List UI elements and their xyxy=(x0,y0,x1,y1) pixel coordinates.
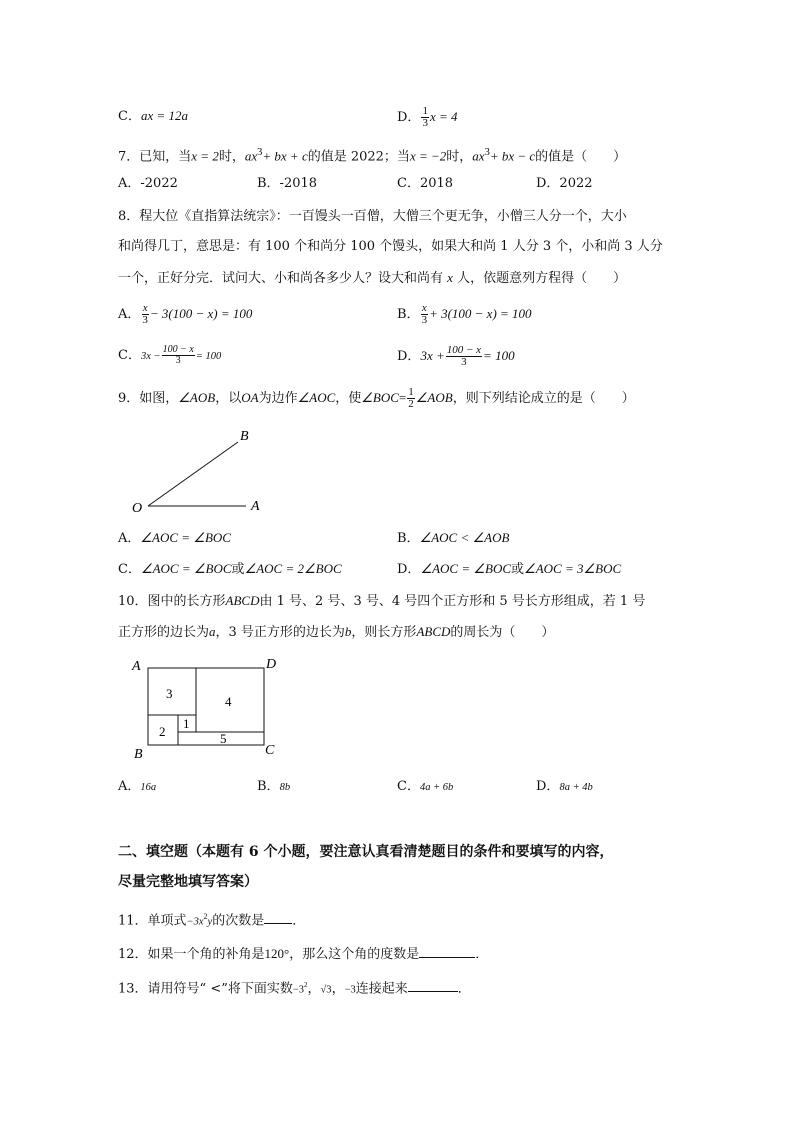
q6-option-d: D． $\frac{1}{3}$ x = 4 xyxy=(397,105,458,129)
q13-answer-blank[interactable] xyxy=(408,977,458,992)
label-square-3: 3 xyxy=(166,686,173,701)
q7-stem: 7．已知，当x = 2时，$ax^3+$ bx + c的值是 2022；当x = −2时，$ax^3+$ bx − c的值是（ ） xyxy=(118,147,627,165)
q7-option-c: C．2018 xyxy=(397,176,454,191)
label-A: A xyxy=(132,659,141,674)
q12: 12．如果一个角的补角是120°，那么这个角的度数是 ． xyxy=(118,943,488,965)
q9-option-a: A．∠AOC = ∠BOC xyxy=(118,530,231,546)
q11: 11．单项式$-3x^2y$的次数是 ． xyxy=(118,907,305,932)
ray-ob xyxy=(148,442,238,506)
q11-answer-blank[interactable] xyxy=(264,909,292,924)
label-a: A xyxy=(251,499,260,514)
q9-option-c: C．∠AOC = ∠BOC或∠AOC = 2∠BOC xyxy=(118,561,342,577)
q10-option-b: B．8b xyxy=(257,779,291,794)
section2-title-line1: 二、填空题（本题有 6 个小题，要注意认真看清楚题目的条件和要填写的内容， xyxy=(118,844,614,860)
label-o: O xyxy=(132,501,143,516)
label-square-4: 4 xyxy=(225,694,232,709)
rectangle-figure xyxy=(128,654,288,764)
q7-option-d: D．2022 xyxy=(536,176,593,191)
q8-option-d: D．3x + $\frac{100 - x}{3}$ = 100 xyxy=(397,344,515,368)
q7-option-a: A．-2022 xyxy=(118,176,178,191)
q12-answer-blank[interactable] xyxy=(419,943,475,958)
label-rect-5: 5 xyxy=(220,731,227,746)
q13: 13．请用符号“ <”将下面实数$-3^2$，√3，−3连接起来 ． xyxy=(118,975,471,1000)
q6-option-c: C．ax = 12a xyxy=(118,108,188,124)
q9-stem: 9．如图，∠AOB，以OA为边作∠AOC，使∠BOC= $\frac{1}{2}$ ∠AOB，则下列结论成立的是（ ） xyxy=(118,386,635,410)
q10-option-c: C．4a + 6b xyxy=(397,779,454,794)
q8-line3: 一个，正好分完．试问大、小和尚各多少人？设大和尚有 x 人，依题意列方程得（ ） xyxy=(118,270,627,286)
label-square-1: 1 xyxy=(183,716,190,731)
q8-line1: 8．程大位《直指算法统宗》：一百馒头一百僧，大僧三个更无争，小僧三人分一个，大小 xyxy=(118,209,627,224)
section2-title-line2: 尽量完整地填写答案） xyxy=(118,874,258,890)
q10-option-d: D．8a + 4b xyxy=(536,779,593,794)
label-B: B xyxy=(134,747,143,762)
label-b: B xyxy=(240,429,249,444)
q8-option-c: C．3x − $\frac{100 - x}{3}$ = 100 xyxy=(118,344,222,366)
q9-option-d: D．∠AOC = ∠BOC或∠AOC = 3∠BOC xyxy=(397,561,622,577)
q10-option-a: A．16a xyxy=(118,779,157,794)
angle-figure xyxy=(118,420,278,520)
label-square-2: 2 xyxy=(159,724,166,739)
q8-option-a: A． $\frac{x}{3}$ − 3(100 − x) = 100 xyxy=(118,302,253,326)
label-D: D xyxy=(266,657,277,672)
q10-line2: 正方形的边长为a，3 号正方形的边长为b，则长方形ABCD的周长为（ ） xyxy=(118,624,555,640)
q9-option-b: B．∠AOC < ∠AOB xyxy=(397,530,510,546)
q8-option-b: B． $\frac{x}{3}$ + 3(100 − x) = 100 xyxy=(397,302,532,326)
q8-line2: 和尚得几丁，意思是：有 100 个和尚分 100 个馒头，如果大和尚 1 人分 3 个，小和尚 3 人分 xyxy=(118,239,663,254)
q10-line1: 10．图中的长方形ABCD由 1 号、2 号、3 号、4 号四个正方形和 5 号长方形组成，若 1 号 xyxy=(118,593,646,609)
q7-option-b: B．-2018 xyxy=(257,176,318,191)
label-C: C xyxy=(265,743,275,758)
